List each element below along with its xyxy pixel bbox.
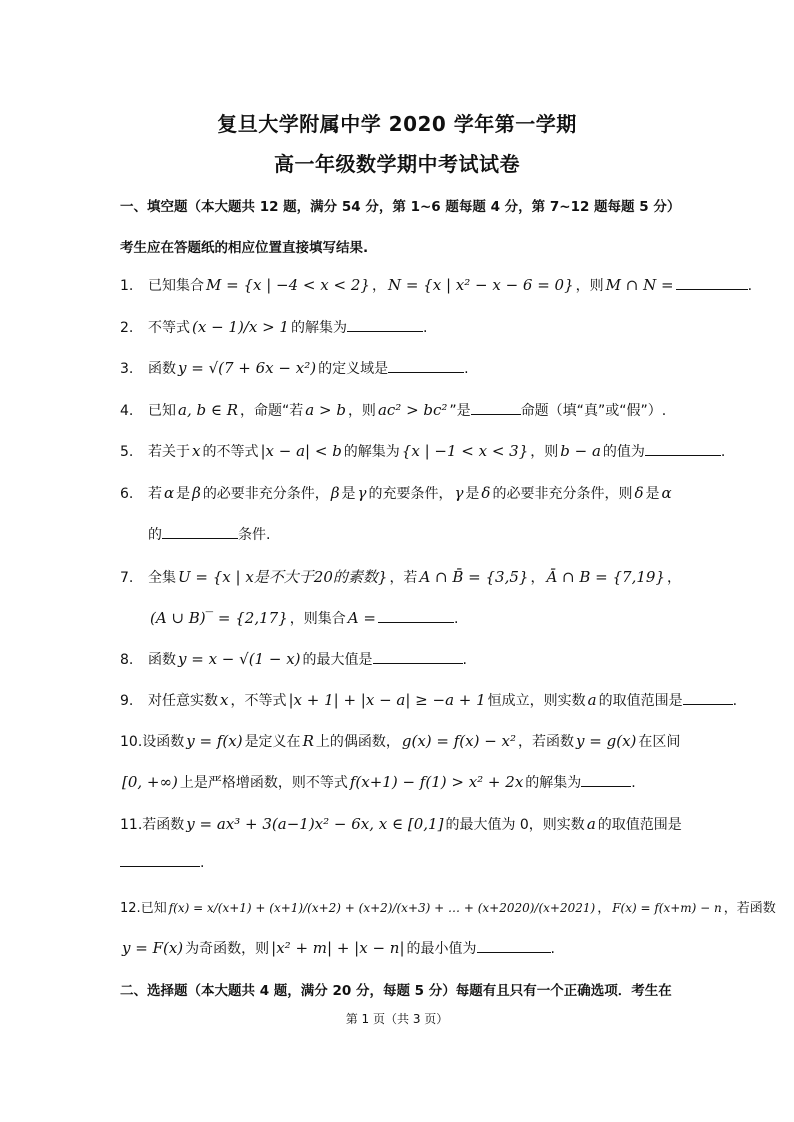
question-text: ，则 — [347, 403, 376, 419]
question-5 — [120, 441, 725, 461]
math-expression: |x − a| < b — [260, 442, 342, 460]
question-text: 对任意实数 — [148, 693, 218, 709]
question-6 — [120, 483, 674, 503]
question-text: . — [732, 693, 738, 709]
math-expression: α — [164, 484, 175, 502]
math-expression: β — [330, 484, 340, 502]
question-text: 的取值范围是 — [598, 693, 683, 709]
question-12-continued — [120, 938, 555, 958]
answer-blank — [581, 785, 631, 787]
question-number: 8. — [120, 652, 134, 668]
math-expression: a, b ∈ R — [178, 401, 239, 419]
math-expression: N = {x | x² − x − 6 = 0} — [387, 276, 574, 294]
question-text: ， — [530, 570, 545, 586]
question-number: 2. — [120, 320, 134, 336]
question-text: 的必要非充分条件， — [202, 486, 329, 502]
question-text: 函数 — [148, 652, 176, 668]
question-text: 已知 — [148, 403, 176, 419]
answer-blank — [120, 865, 200, 867]
question-text: ”是 — [449, 403, 471, 419]
question-text: 的定义域是 — [318, 361, 389, 377]
math-expression: M ∩ N = — [605, 276, 674, 294]
math-expression: b − a — [560, 442, 601, 460]
math-expression: y = g(x) — [576, 732, 637, 750]
question-text: ， — [371, 278, 386, 294]
question-text: 上的偶函数， — [315, 734, 400, 750]
question-text: . — [747, 278, 753, 294]
math-expression: f(x) = x/(x+1) + (x+1)/(x+2) + (x+2)/(x+3) + … + (x+2020)/(x+2021) — [168, 901, 596, 915]
math-expression: y = F(x) — [122, 939, 184, 957]
question-text: 的解集为 — [343, 444, 400, 460]
question-text: 在区间 — [638, 734, 681, 750]
section1-instruction: 考生应在答题纸的相应位置直接填写结果. — [120, 240, 369, 256]
question-number: 4. — [120, 403, 134, 419]
question-text: 条件. — [238, 527, 271, 543]
answer-blank — [162, 537, 238, 539]
question-number: 3. — [120, 361, 134, 377]
question-number: 7. — [120, 570, 134, 586]
question-text: 的取值范围是 — [597, 817, 682, 833]
question-11 — [120, 814, 682, 834]
math-expression: a > b — [305, 401, 346, 419]
question-number: 5. — [120, 444, 134, 460]
section2-heading: 二、选择题（本大题共 4 题，满分 20 分，每题 5 分）每题有且只有一个正确选项．考生在 — [120, 983, 672, 999]
section1-heading: 一、填空题（本大题共 12 题，满分 54 分，第 1~6 题每题 4 分，第 7~12 题每题 5 分） — [120, 199, 681, 215]
answer-blank — [388, 371, 464, 373]
question-11-continued — [120, 855, 204, 871]
question-text: . — [462, 652, 467, 668]
question-number: 11. — [120, 817, 143, 833]
question-number: 9. — [120, 693, 134, 709]
math-expression: (A ∪ B)‾ = {2,17} — [150, 609, 288, 627]
question-text: 是 — [176, 486, 191, 502]
math-expression: [0, +∞) — [122, 773, 178, 791]
question-text: . — [631, 775, 636, 791]
answer-blank — [683, 703, 733, 705]
math-expression: A = — [347, 609, 376, 627]
math-expression: x — [220, 691, 229, 709]
question-7 — [120, 566, 681, 587]
answer-blank — [676, 288, 748, 290]
question-number: 6. — [120, 486, 134, 502]
question-text: ，若函数 — [518, 734, 575, 750]
question-number: 12. — [120, 901, 141, 916]
math-expression: δ — [481, 484, 491, 502]
math-expression: y = ax³ + 3(a−1)x² − 6x, x ∈ [0,1] — [186, 815, 444, 833]
question-text: 不等式 — [148, 320, 190, 336]
math-expression: Ā ∩ B = {7,19} — [546, 568, 666, 586]
question-text: 已知集合 — [148, 278, 204, 294]
math-expression: g(x) = f(x) − x² — [401, 732, 517, 750]
question-text: 是 — [341, 486, 356, 502]
page-number: 第 1 页（共 3 页） — [345, 1012, 449, 1026]
question-text: . — [720, 444, 726, 460]
question-text: 是 — [465, 486, 480, 502]
question-text: 的不等式 — [202, 444, 259, 460]
question-text: 的充要条件， — [368, 486, 453, 502]
math-expression: y = √(7 + 6x − x²) — [178, 359, 317, 377]
answer-blank — [347, 330, 423, 332]
math-expression: x — [192, 442, 201, 460]
math-expression: a — [587, 691, 597, 709]
question-text: ，则集合 — [289, 611, 346, 627]
math-expression: β — [192, 484, 201, 502]
question-8 — [120, 649, 467, 669]
question-10-continued — [120, 772, 636, 792]
question-text: 的解集为 — [525, 775, 582, 791]
question-3 — [120, 358, 469, 378]
question-text: 若函数 — [142, 817, 185, 833]
math-expression: f(x+1) − f(1) > x² + 2x — [349, 773, 524, 791]
answer-blank — [645, 454, 721, 456]
question-text: ， — [667, 570, 682, 586]
question-2 — [120, 317, 427, 337]
math-expression: γ — [454, 484, 464, 502]
question-text: 已知 — [140, 901, 167, 916]
math-expression: y = x − √(1 − x) — [178, 650, 301, 668]
question-text: 的必要非充分条件，则 — [492, 486, 633, 502]
question-9 — [120, 690, 737, 710]
question-text: . — [464, 361, 469, 377]
answer-blank — [477, 951, 551, 953]
math-expression: δ — [634, 484, 644, 502]
question-text: ，则 — [530, 444, 559, 460]
question-12 — [120, 897, 776, 916]
question-text: . — [550, 941, 555, 957]
math-expression: A ∩ B̄ = {3,5} — [419, 568, 529, 586]
question-text: 的解集为 — [290, 320, 347, 336]
math-expression: M = {x | −4 < x < 2} — [206, 276, 370, 294]
question-text: ，命题“若 — [240, 403, 304, 419]
question-text: 命题（填“真”或“假”）. — [520, 403, 667, 419]
question-text: 是 — [645, 486, 660, 502]
question-text: ，不等式 — [230, 693, 287, 709]
question-7-continued — [148, 608, 458, 628]
question-text: . — [422, 320, 428, 336]
question-text: . — [453, 611, 459, 627]
question-text: 的最小值为 — [406, 941, 477, 957]
question-text: 是定义在 — [244, 734, 301, 750]
math-expression: (x − 1)/x > 1 — [192, 318, 289, 336]
math-expression: a — [586, 815, 596, 833]
math-expression: α — [661, 484, 672, 502]
question-text: ，若 — [389, 570, 418, 586]
question-1 — [120, 275, 752, 295]
question-text: ， — [597, 901, 611, 916]
question-text: 的 — [148, 527, 162, 543]
question-4 — [120, 400, 666, 420]
question-text: 全集 — [148, 570, 176, 586]
math-expression: |x + 1| + |x − a| ≥ −a + 1 — [288, 691, 486, 709]
question-6-continued — [148, 524, 270, 544]
exam-title-line1: 复旦大学附属中学 2020 学年第一学期 — [217, 112, 577, 136]
question-text: 为奇函数，则 — [185, 941, 270, 957]
math-expression: y = f(x) — [186, 732, 243, 750]
exam-title-line2: 高一年级数学期中考试试卷 — [274, 152, 520, 176]
math-expression: γ — [357, 484, 367, 502]
question-text: 设函数 — [142, 734, 185, 750]
question-text: 的值为 — [602, 444, 645, 460]
question-text: 的最大值为 0，则实数 — [445, 817, 585, 833]
question-text: . — [200, 855, 205, 871]
question-text: 若 — [148, 486, 162, 502]
question-text: ，若函数 — [723, 901, 776, 916]
question-text: 恒成立，则实数 — [487, 693, 586, 709]
question-text: ，则 — [575, 278, 604, 294]
question-text: 若关于 — [148, 444, 190, 460]
math-expression: ac² > bc² — [377, 401, 448, 419]
math-expression: R — [302, 732, 314, 750]
question-text: 函数 — [148, 361, 176, 377]
answer-blank — [471, 413, 521, 415]
math-expression: |x² + m| + |x − n| — [271, 939, 405, 957]
answer-blank — [378, 621, 454, 623]
question-number: 10. — [120, 734, 143, 750]
answer-blank — [373, 662, 463, 664]
math-expression: F(x) = f(x+m) − n — [612, 901, 722, 915]
question-number: 1. — [120, 278, 134, 294]
math-expression: {x | −1 < x < 3} — [401, 442, 529, 460]
question-text: 上是严格增函数，则不等式 — [179, 775, 348, 791]
question-text: 的最大值是 — [302, 652, 373, 668]
math-expression: U = {x | x是不大于20的素数} — [178, 568, 388, 586]
question-10 — [120, 731, 680, 751]
